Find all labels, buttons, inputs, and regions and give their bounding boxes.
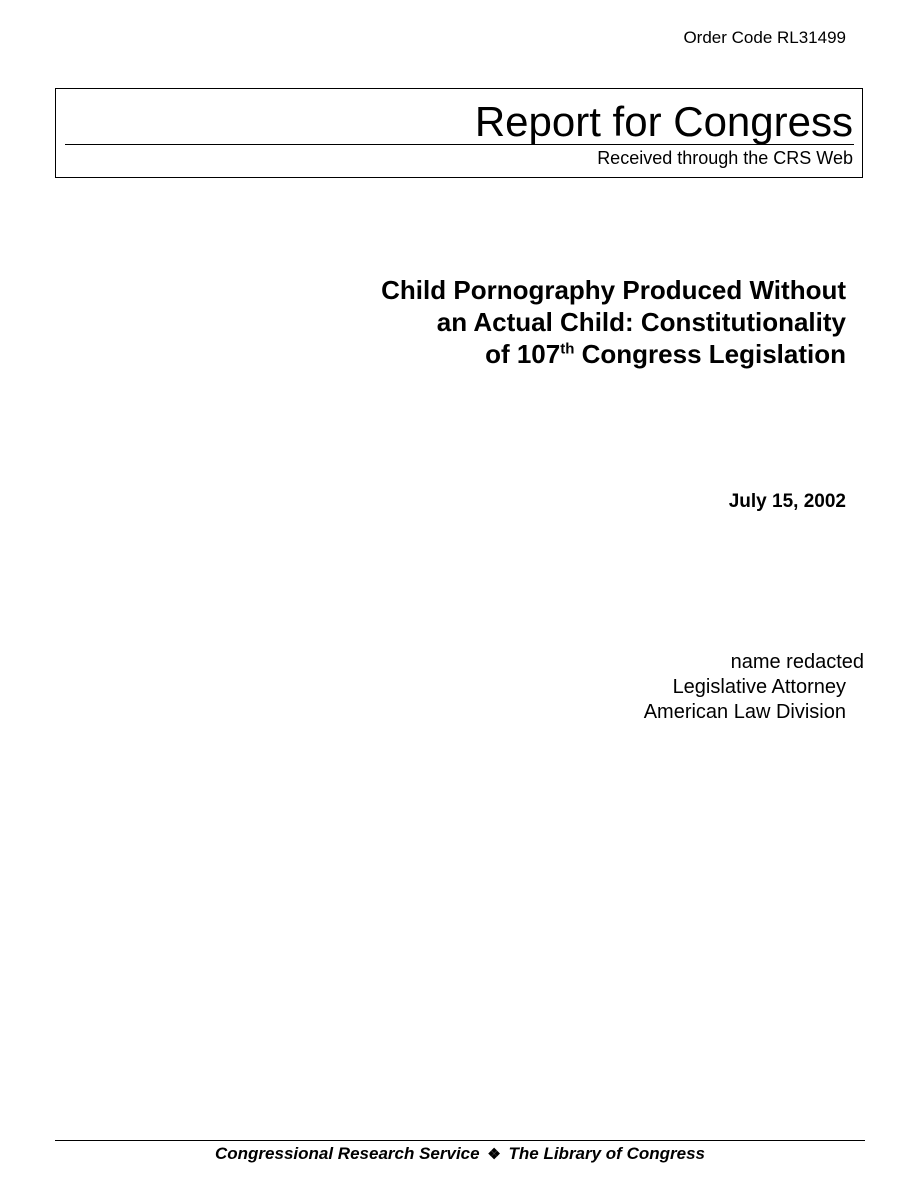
title-line-3-suffix: Congress Legislation bbox=[574, 339, 846, 369]
report-date: July 15, 2002 bbox=[728, 491, 846, 512]
title-line-3-prefix: of 107 bbox=[485, 339, 561, 369]
diamond-separator-icon: ❖ bbox=[487, 1146, 501, 1163]
title-line-1: Child Pornography Produced Without bbox=[381, 275, 846, 305]
banner-subtitle: Received through the CRS Web bbox=[597, 148, 853, 168]
author-division: American Law Division bbox=[643, 701, 846, 723]
report-banner bbox=[55, 88, 863, 178]
title-line-3-superscript: th bbox=[560, 340, 575, 358]
banner-title: Report for Congress bbox=[474, 98, 853, 145]
footer-library: The Library of Congress bbox=[508, 1144, 705, 1163]
report-title bbox=[286, 274, 846, 370]
title-line-3 bbox=[286, 338, 846, 370]
footer bbox=[0, 1143, 920, 1166]
title-line-2: an Actual Child: Constitutionality bbox=[436, 307, 846, 337]
author-position: Legislative Attorney bbox=[672, 676, 846, 698]
order-code: Order Code RL31499 bbox=[683, 28, 846, 47]
author-block bbox=[644, 650, 864, 725]
footer-crs: Congressional Research Service bbox=[215, 1144, 480, 1163]
footer-divider bbox=[55, 1140, 865, 1141]
author-name: name redacted bbox=[730, 651, 864, 673]
banner-divider bbox=[65, 144, 854, 145]
